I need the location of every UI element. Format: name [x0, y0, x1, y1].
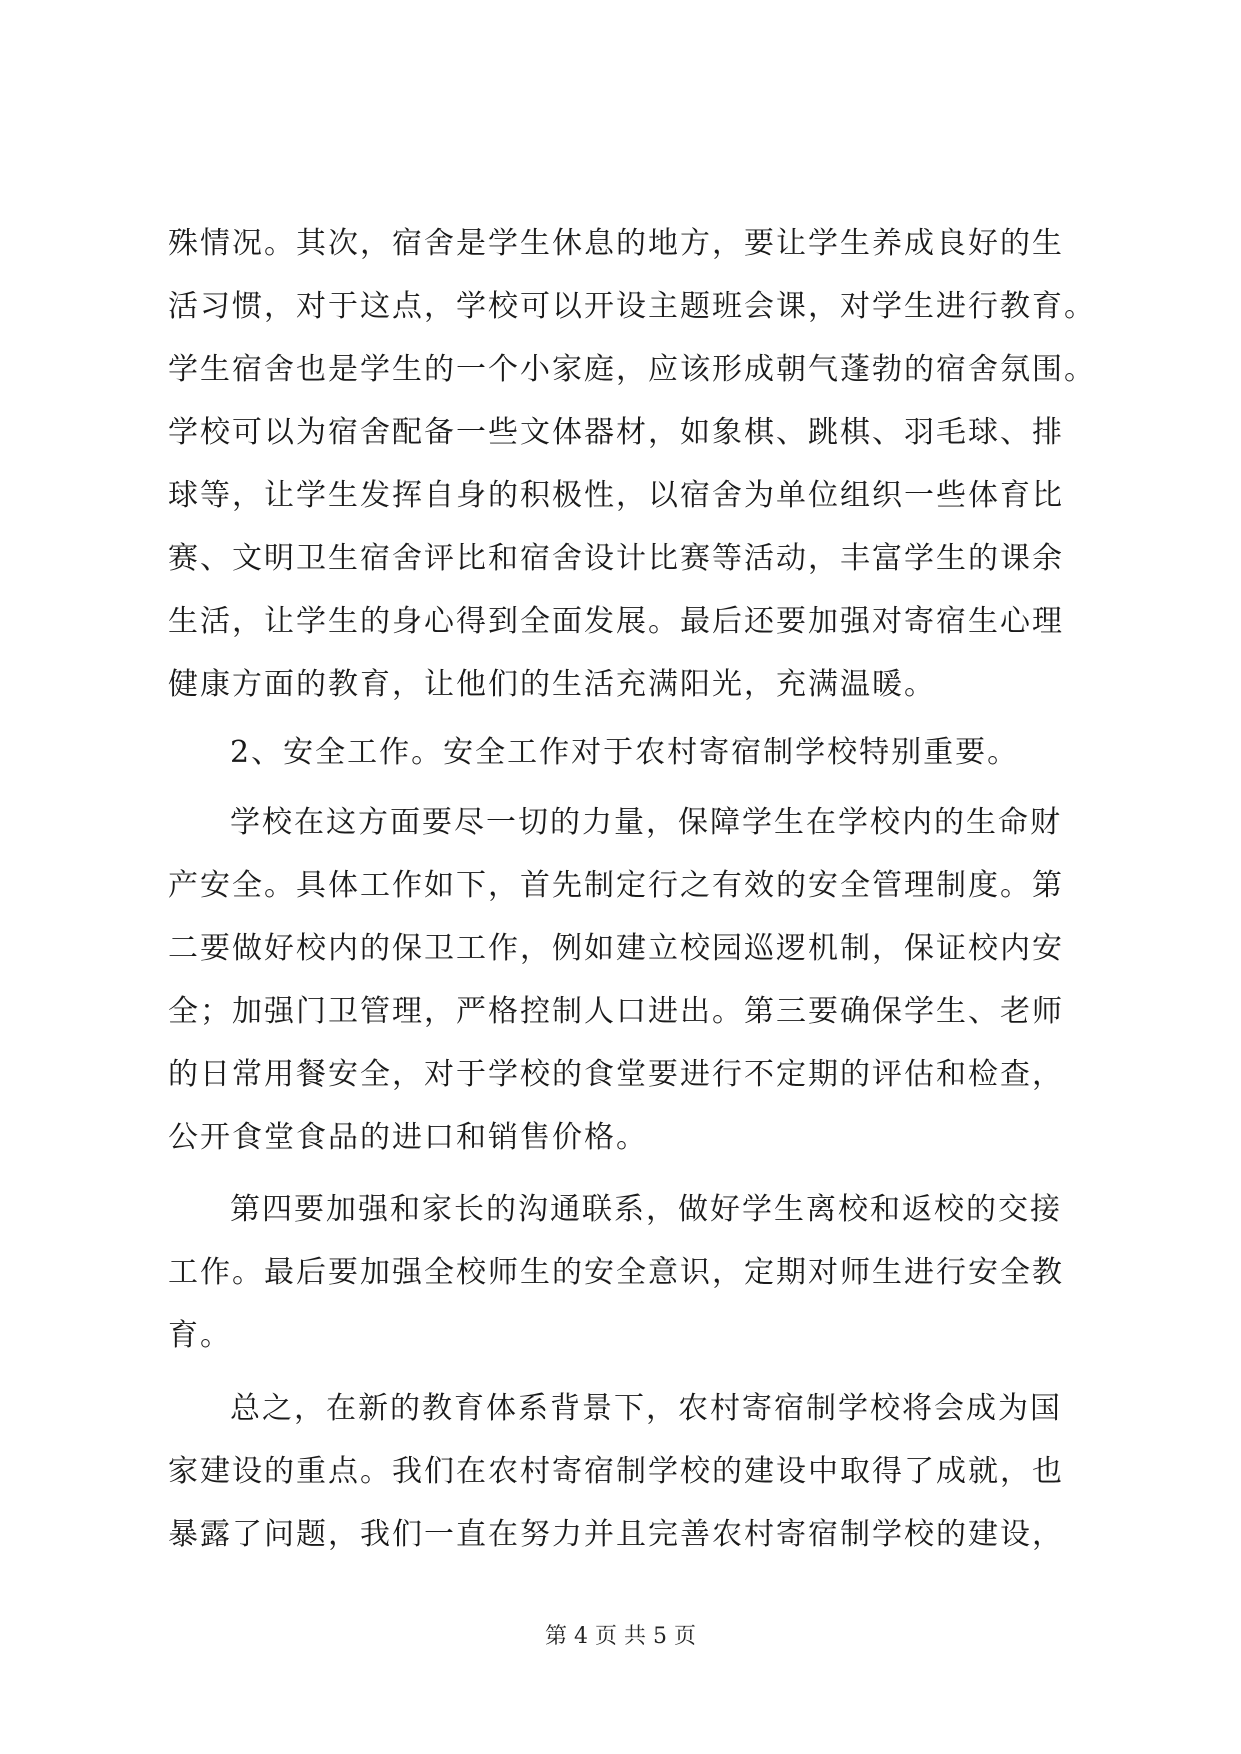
paragraph-start-line: 2、安全工作。安全工作对于农村寄宿制学校特别重要。: [230, 735, 1020, 770]
text-line: 产安全。具体工作如下，首先制定行之有效的安全管理制度。第: [168, 868, 1064, 903]
text-line: 的日常用餐安全，对于学校的食堂要进行不定期的评估和检查，: [168, 1057, 1064, 1092]
text-line: 健康方面的教育，让他们的生活充满阳光，充满温暖。: [168, 667, 936, 702]
page-number-footer: 第 4 页 共 5 页: [545, 1624, 696, 1649]
text-line: 殊情况。其次，宿舍是学生休息的地方，要让学生养成良好的生: [168, 226, 1064, 261]
paragraph-start-line: 学校在这方面要尽一切的力量，保障学生在学校内的生命财: [230, 805, 1062, 840]
text-line: 暴露了问题，我们一直在努力并且完善农村寄宿制学校的建设，: [168, 1517, 1064, 1552]
text-line: 学生宿舍也是学生的一个小家庭，应该形成朝气蓬勃的宿舍氛围。: [168, 352, 1096, 387]
text-line: 育。: [168, 1318, 232, 1353]
text-line: 学校可以为宿舍配备一些文体器材，如象棋、跳棋、羽毛球、排: [168, 415, 1064, 450]
text-line: 家建设的重点。我们在农村寄宿制学校的建设中取得了成就，也: [168, 1454, 1064, 1489]
text-line: 公开食堂食品的进口和销售价格。: [168, 1120, 648, 1155]
text-line: 活习惯，对于这点，学校可以开设主题班会课，对学生进行教育。: [168, 289, 1096, 324]
text-line: 球等，让学生发挥自身的积极性，以宿舍为单位组织一些体育比: [168, 478, 1064, 513]
text-line: 生活，让学生的身心得到全面发展。最后还要加强对寄宿生心理: [168, 604, 1064, 639]
text-line: 全；加强门卫管理，严格控制人口进出。第三要确保学生、老师: [168, 994, 1064, 1029]
text-line: 赛、文明卫生宿舍评比和宿舍设计比赛等活动，丰富学生的课余: [168, 541, 1064, 576]
paragraph-start-line: 第四要加强和家长的沟通联系，做好学生离校和返校的交接: [230, 1192, 1062, 1227]
text-line: 工作。最后要加强全校师生的安全意识，定期对师生进行安全教: [168, 1255, 1064, 1290]
text-line: 二要做好校内的保卫工作，例如建立校园巡逻机制，保证校内安: [168, 931, 1064, 966]
paragraph-start-line: 总之，在新的教育体系背景下，农村寄宿制学校将会成为国: [230, 1391, 1062, 1426]
